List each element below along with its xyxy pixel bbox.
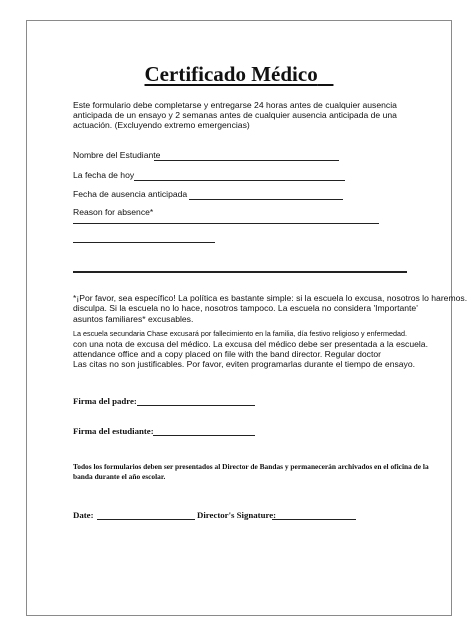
form-title — [27, 62, 451, 87]
student-signature-label: Firma del estudiante: — [73, 426, 154, 436]
date-label: Date: — [73, 510, 94, 520]
intro-paragraph: Este formulario debe completarse y entregarse 24 horas antes de cualquier ausencia anticipada de un ensayo y 2 semanas antes de cualquier ausencia anticipada de una actuación. (Excluyendo extremo emergencias) — [73, 100, 397, 131]
school-line-3: attendance office and a copy placed on file with the band director. Regular doctor — [73, 349, 381, 359]
today-date-line[interactable] — [134, 180, 345, 181]
today-date-label: La fecha de hoy — [73, 170, 135, 180]
archive-note: Todos los formularios deben ser presentados al Director de Bandas y permanecerán archivados en el oficina de la banda durante el año escolar. — [73, 462, 429, 481]
date-line[interactable] — [97, 519, 195, 520]
school-line-4: Las citas no son justificables. Por favor, eviten programarlas durante el tiempo de ensayo. — [73, 359, 416, 369]
reason-line-1[interactable] — [73, 223, 379, 224]
parent-signature-label: Firma del padre: — [73, 396, 137, 406]
policy-line-3: asuntos familiares* excusables. — [73, 313, 194, 324]
medical-certificate-form — [26, 20, 468, 616]
school-line-2: con una nota de excusa del médico. La excusa del médico debe ser presentada a la escuela. — [73, 339, 428, 349]
reason-line-3[interactable] — [73, 271, 407, 273]
title-text: Certificado Médico — [144, 62, 318, 86]
student-name-line[interactable] — [154, 160, 339, 161]
director-signature-label: Director's Signature: — [197, 510, 277, 520]
absence-date-label: Fecha de ausencia anticipada — [73, 189, 188, 199]
policy-line-2: disculpa. Si la escuela no lo hace, nosotros tampoco. La escuela no considera 'Importante' — [73, 303, 418, 314]
policy-line-1: *¡Por favor, sea específico! La política es bastante simple: si la escuela lo excusa, nosotros lo haremos. — [73, 293, 468, 303]
student-name-label: Nombre del Estudiante — [73, 150, 161, 160]
reason-label: Reason for absence* — [73, 207, 154, 217]
parent-signature-line[interactable] — [137, 405, 255, 406]
reason-line-2[interactable] — [73, 242, 215, 243]
student-signature-line[interactable] — [153, 435, 255, 436]
school-line-1: La escuela secundaria Chase excusará por fallecimiento en la familia, día festivo religioso y enfermedad. — [73, 329, 408, 338]
director-signature-line[interactable] — [272, 519, 356, 520]
school-paragraph — [73, 329, 453, 369]
absence-date-line[interactable] — [189, 199, 343, 200]
policy-paragraph — [73, 293, 468, 324]
